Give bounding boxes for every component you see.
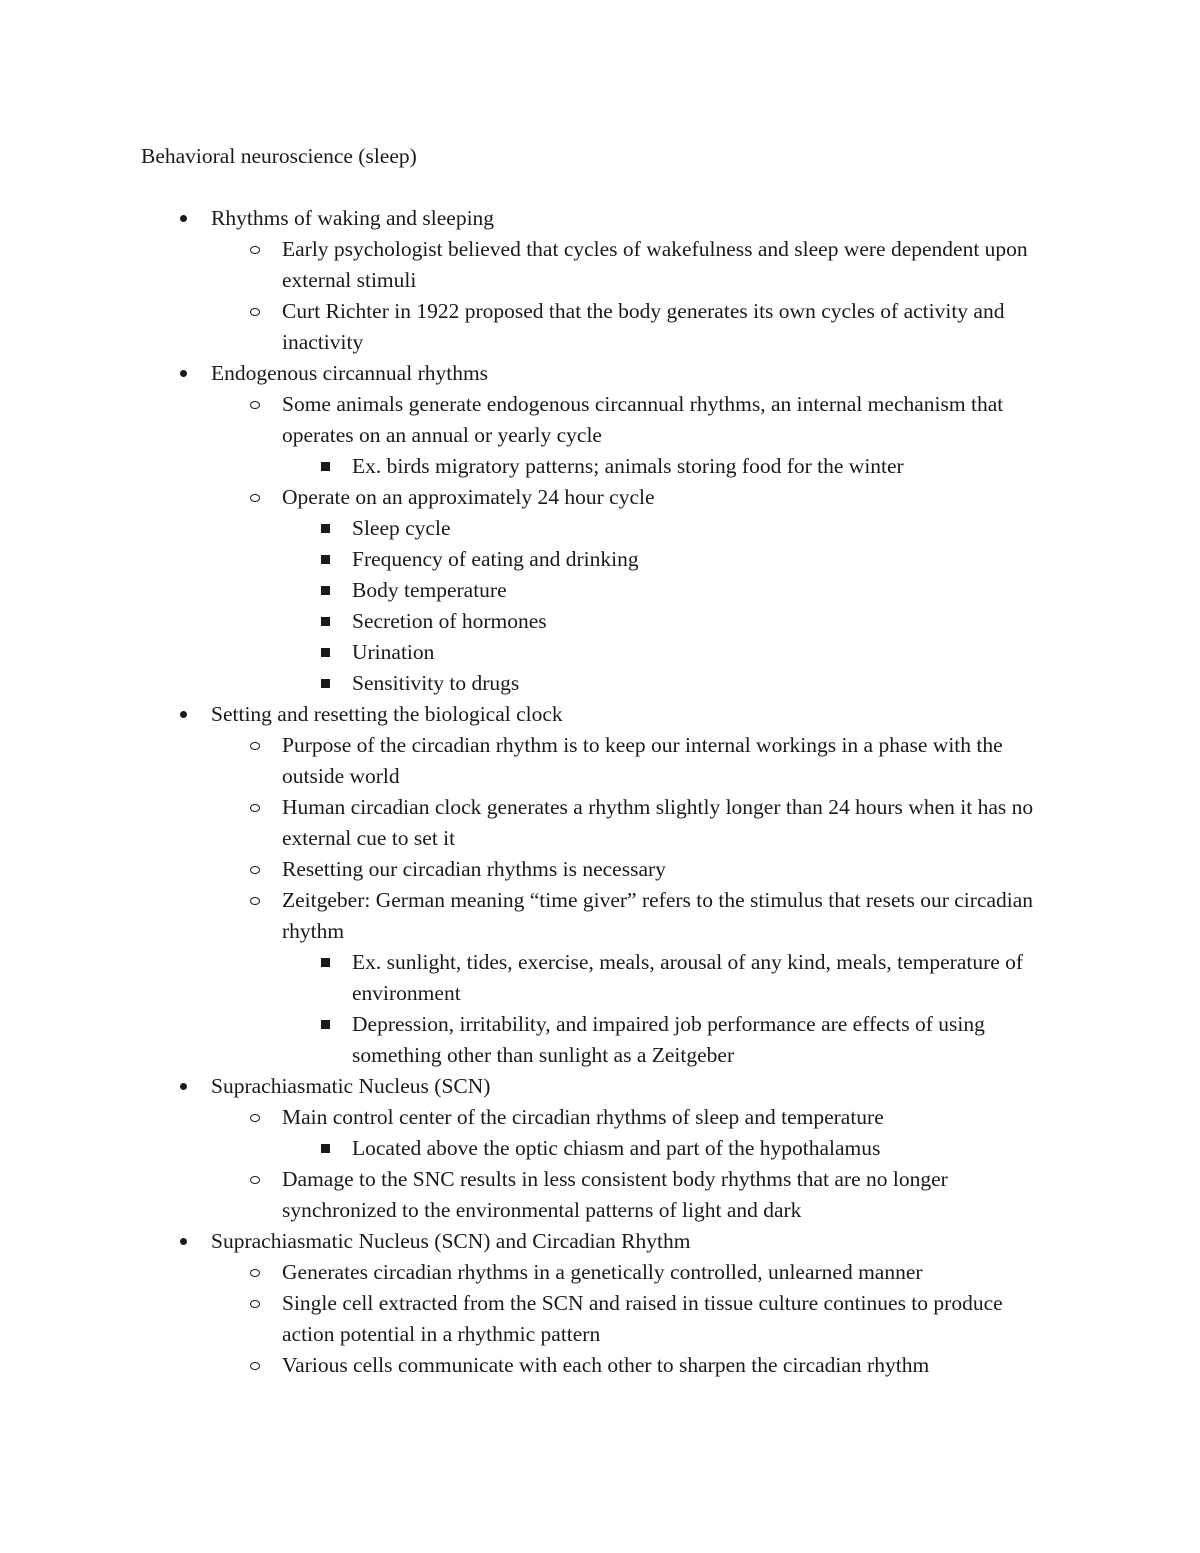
filled-square-bullet-icon-shape — [321, 958, 330, 967]
filled-circle-bullet-icon — [173, 358, 193, 389]
filled-circle-bullet-icon-shape — [180, 215, 187, 222]
list-item-text: Suprachiasmatic Nucleus (SCN) and Circadian Rhythm — [211, 1229, 691, 1253]
list-item-row — [0, 1009, 1052, 1071]
hollow-circle-bullet-icon-shape — [250, 1362, 260, 1370]
list-item-text: Ex. sunlight, tides, exercise, meals, arousal of any kind, meals, temperature of environment — [352, 950, 1024, 1005]
list-item-text: Secretion of hormones — [352, 609, 547, 633]
list-item-row — [0, 1164, 1052, 1226]
sub-item — [0, 1350, 1200, 1381]
hollow-circle-bullet-icon-shape — [250, 1114, 260, 1122]
list-item-text: Urination — [352, 640, 435, 664]
list-item-text: Endogenous circannual rhythms — [211, 361, 489, 385]
sub-list — [0, 1102, 1200, 1226]
list-item-text: Human circadian clock generates a rhythm slightly longer than 24 hours when it has no external cue to set it — [282, 795, 1034, 850]
filled-square-bullet-icon — [315, 637, 335, 668]
list-item-row — [0, 389, 1052, 451]
filled-square-bullet-icon — [315, 451, 335, 482]
list-item-text: Suprachiasmatic Nucleus (SCN) — [211, 1074, 491, 1098]
hollow-circle-bullet-icon-shape — [250, 401, 260, 409]
hollow-circle-bullet-icon — [245, 234, 265, 265]
list-item-text: Main control center of the circadian rhythms of sleep and temperature — [282, 1105, 884, 1129]
list-item-row — [0, 947, 1052, 1009]
hollow-circle-bullet-icon-shape — [250, 804, 260, 812]
section-item — [0, 358, 1200, 699]
filled-square-bullet-icon-shape — [321, 617, 330, 626]
hollow-circle-bullet-icon — [245, 1164, 265, 1195]
hollow-circle-bullet-icon — [245, 885, 265, 916]
filled-square-bullet-icon — [315, 606, 335, 637]
list-item-row — [0, 296, 1052, 358]
list-item-text: Located above the optic chiasm and part of the hypothalamus — [352, 1136, 881, 1160]
filled-circle-bullet-icon — [173, 1071, 193, 1102]
filled-square-bullet-icon — [315, 1133, 335, 1164]
hollow-circle-bullet-icon — [245, 854, 265, 885]
list-item-text: Ex. birds migratory patterns; animals storing food for the winter — [352, 454, 904, 478]
filled-circle-bullet-icon-shape — [180, 1083, 187, 1090]
filled-square-bullet-icon-shape — [321, 555, 330, 564]
sub-item — [0, 1164, 1200, 1226]
list-item-row — [0, 513, 1052, 544]
detail-item — [0, 513, 1200, 544]
filled-square-bullet-icon-shape — [321, 648, 330, 657]
list-item-text: Rhythms of waking and sleeping — [211, 206, 495, 230]
hollow-circle-bullet-icon — [245, 389, 265, 420]
hollow-circle-bullet-icon-shape — [250, 897, 260, 905]
list-item-row — [0, 606, 1052, 637]
sub-item — [0, 234, 1200, 296]
list-item-text: Purpose of the circadian rhythm is to keep our internal workings in a phase with the outside world — [282, 733, 1003, 788]
hollow-circle-bullet-icon — [245, 1257, 265, 1288]
list-item-text: Depression, irritability, and impaired job performance are effects of using something other than sunlight as a Zeitgeber — [352, 1012, 985, 1067]
outline-list — [0, 203, 1200, 1381]
list-item-text: Frequency of eating and drinking — [352, 547, 639, 571]
filled-square-bullet-icon — [315, 1009, 335, 1040]
list-item-row — [0, 792, 1052, 854]
filled-square-bullet-icon-shape — [321, 524, 330, 533]
filled-circle-bullet-icon — [173, 699, 193, 730]
list-item-row — [0, 358, 1051, 389]
list-item-row — [0, 1226, 1051, 1257]
list-item-row — [0, 1257, 1052, 1288]
hollow-circle-bullet-icon — [245, 296, 265, 327]
list-item-row — [0, 451, 1052, 482]
list-item-text: Single cell extracted from the SCN and raised in tissue culture continues to produce action potential in a rhythmic pattern — [282, 1291, 1003, 1346]
filled-square-bullet-icon-shape — [321, 462, 330, 471]
detail-item — [0, 451, 1200, 482]
hollow-circle-bullet-icon-shape — [250, 1300, 260, 1308]
filled-square-bullet-icon — [315, 575, 335, 606]
detail-list — [0, 451, 1200, 482]
sub-list — [0, 389, 1200, 699]
sub-item — [0, 389, 1200, 482]
filled-square-bullet-icon-shape — [321, 1144, 330, 1153]
list-item-text: Zeitgeber: German meaning “time giver” refers to the stimulus that resets our circadian rhythm — [282, 888, 1034, 943]
section-item — [0, 1071, 1200, 1226]
list-item-text: Generates circadian rhythms in a genetically controlled, unlearned manner — [282, 1260, 923, 1284]
list-item-text: Operate on an approximately 24 hour cycle — [282, 485, 655, 509]
filled-square-bullet-icon-shape — [321, 679, 330, 688]
sub-item — [0, 482, 1200, 699]
filled-square-bullet-icon — [315, 668, 335, 699]
detail-item — [0, 1009, 1200, 1071]
document-title: Behavioral neuroscience (sleep) — [141, 144, 417, 168]
detail-item — [0, 637, 1200, 668]
detail-list — [0, 947, 1200, 1071]
hollow-circle-bullet-icon-shape — [250, 308, 260, 316]
sub-item — [0, 1102, 1200, 1164]
list-item-row — [0, 1102, 1052, 1133]
hollow-circle-bullet-icon-shape — [250, 866, 260, 874]
hollow-circle-bullet-icon-shape — [250, 742, 260, 750]
detail-item — [0, 544, 1200, 575]
section-item — [0, 1226, 1200, 1381]
list-item-text: Damage to the SNC results in less consistent body rhythms that are no longer synchronized to the environmental patterns of light and dark — [282, 1167, 948, 1222]
detail-item — [0, 1133, 1200, 1164]
sub-item — [0, 885, 1200, 1071]
detail-item — [0, 575, 1200, 606]
list-item-row — [0, 1071, 1051, 1102]
list-item-text: Sensitivity to drugs — [352, 671, 520, 695]
list-item-row — [0, 575, 1052, 606]
filled-square-bullet-icon — [315, 947, 335, 978]
list-item-row — [0, 234, 1052, 296]
list-item-row — [0, 885, 1052, 947]
list-item-text: Resetting our circadian rhythms is necessary — [282, 857, 666, 881]
filled-square-bullet-icon — [315, 513, 335, 544]
list-item-text: Sleep cycle — [352, 516, 451, 540]
filled-square-bullet-icon — [315, 544, 335, 575]
list-item-text: Setting and resetting the biological clock — [211, 702, 563, 726]
hollow-circle-bullet-icon — [245, 1102, 265, 1133]
hollow-circle-bullet-icon — [245, 1288, 265, 1319]
list-item-row — [0, 1350, 1052, 1381]
hollow-circle-bullet-icon-shape — [250, 246, 260, 254]
list-item-text: Early psychologist believed that cycles of wakefulness and sleep were dependent upon external stimuli — [282, 237, 1028, 292]
hollow-circle-bullet-icon-shape — [250, 494, 260, 502]
list-item-text: Body temperature — [352, 578, 507, 602]
sub-list — [0, 234, 1200, 358]
detail-list — [0, 1133, 1200, 1164]
list-item-row — [0, 730, 1052, 792]
section-item — [0, 699, 1200, 1071]
hollow-circle-bullet-icon — [245, 1350, 265, 1381]
filled-square-bullet-icon-shape — [321, 586, 330, 595]
hollow-circle-bullet-icon — [245, 482, 265, 513]
list-item-row — [0, 699, 1051, 730]
sub-item — [0, 296, 1200, 358]
list-item-row — [0, 482, 1052, 513]
sub-item — [0, 854, 1200, 885]
sub-item — [0, 730, 1200, 792]
detail-item — [0, 606, 1200, 637]
list-item-row — [0, 637, 1052, 668]
sub-item — [0, 1257, 1200, 1288]
list-item-row — [0, 854, 1052, 885]
sub-list — [0, 1257, 1200, 1381]
sub-list — [0, 730, 1200, 1071]
sub-item — [0, 1288, 1200, 1350]
filled-circle-bullet-icon — [173, 1226, 193, 1257]
list-item-text: Curt Richter in 1922 proposed that the body generates its own cycles of activity and inactivity — [282, 299, 1005, 354]
list-item-text: Various cells communicate with each other to sharpen the circadian rhythm — [282, 1353, 930, 1377]
list-item-row — [0, 203, 1051, 234]
section-item — [0, 203, 1200, 358]
detail-item — [0, 668, 1200, 699]
list-item-row — [0, 668, 1052, 699]
filled-circle-bullet-icon — [173, 203, 193, 234]
hollow-circle-bullet-icon-shape — [250, 1269, 260, 1277]
list-item-text: Some animals generate endogenous circannual rhythms, an internal mechanism that operates on an annual or yearly cycle — [282, 392, 1004, 447]
sub-item — [0, 792, 1200, 854]
list-item-row — [0, 544, 1052, 575]
filled-circle-bullet-icon-shape — [180, 370, 187, 377]
list-item-row — [0, 1133, 1052, 1164]
filled-circle-bullet-icon-shape — [180, 1238, 187, 1245]
hollow-circle-bullet-icon-shape — [250, 1176, 260, 1184]
hollow-circle-bullet-icon — [245, 730, 265, 761]
list-item-row — [0, 1288, 1052, 1350]
filled-circle-bullet-icon-shape — [180, 711, 187, 718]
hollow-circle-bullet-icon — [245, 792, 265, 823]
detail-list — [0, 513, 1200, 699]
detail-item — [0, 947, 1200, 1009]
filled-square-bullet-icon-shape — [321, 1020, 330, 1029]
